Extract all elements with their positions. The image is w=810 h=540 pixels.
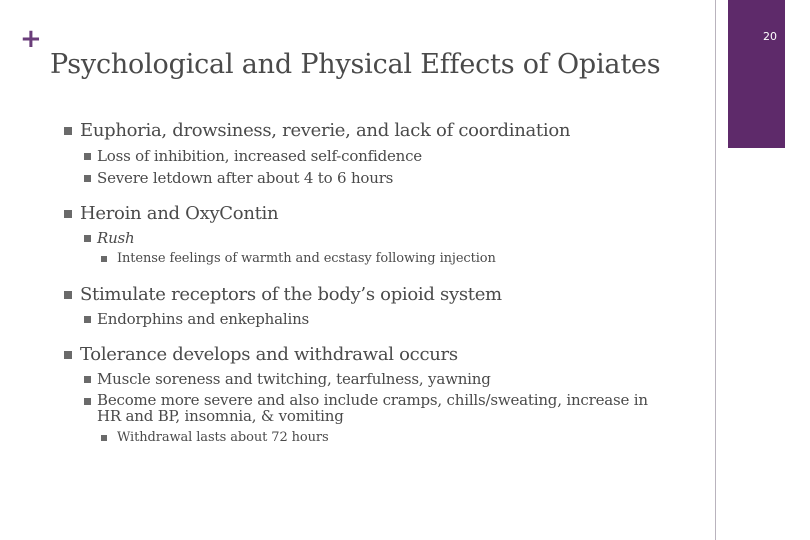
bullet-text: Heroin and OxyContin	[80, 203, 279, 224]
square-bullet-icon	[84, 235, 91, 242]
sub-bullet-text: Become more severe and also include cramps, chills/sweating, increase in HR and BP, insomnia, & vomiting	[97, 391, 648, 425]
square-bullet-icon	[84, 316, 91, 323]
square-bullet-icon	[64, 210, 72, 218]
sub-bullet-text: Muscle soreness and twitching, tearfulness, yawning	[97, 370, 491, 388]
sub-bullet-text: Rush	[97, 229, 135, 247]
bullet-text: Euphoria, drowsiness, reverie, and lack of coordination	[80, 120, 571, 141]
slide-number-badge	[728, 0, 785, 148]
slide-number: 20	[763, 30, 777, 43]
square-bullet-icon	[101, 256, 107, 262]
square-bullet-icon	[64, 351, 72, 359]
square-bullet-icon	[64, 127, 72, 135]
sub-bullet-text: Severe letdown after about 4 to 6 hours	[97, 169, 394, 187]
slide-title: Psychological and Physical Effects of Opiates	[50, 49, 661, 80]
square-bullet-icon	[84, 398, 91, 405]
square-bullet-icon	[84, 175, 91, 182]
sub-bullet-text: Loss of inhibition, increased self-confidence	[97, 147, 422, 165]
square-bullet-icon	[64, 291, 72, 299]
square-bullet-icon	[84, 376, 91, 383]
square-bullet-icon	[101, 435, 107, 441]
plus-icon: +	[20, 24, 42, 54]
square-bullet-icon	[84, 153, 91, 160]
sub-bullet-text: Endorphins and enkephalins	[97, 310, 310, 328]
bullet-text: Tolerance develops and withdrawal occurs	[80, 344, 458, 365]
sub-sub-bullet-text: Intense feelings of warmth and ecstasy following injection	[117, 251, 496, 266]
divider-line	[715, 0, 716, 540]
sub-sub-bullet-text: Withdrawal lasts about 72 hours	[117, 430, 329, 445]
bullet-text: Stimulate receptors of the body’s opioid system	[80, 284, 502, 305]
